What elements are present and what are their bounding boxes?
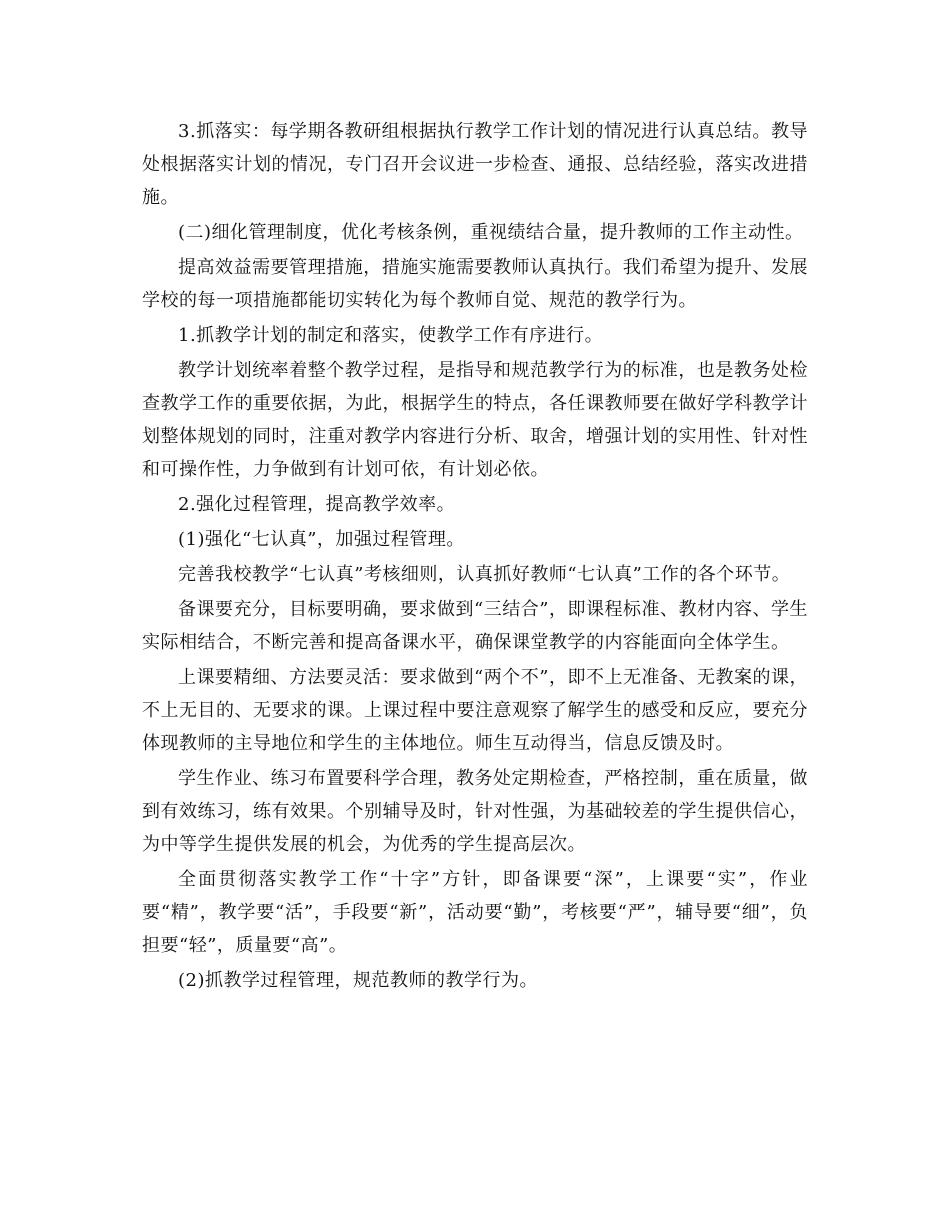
paragraph-lesson-prep: 备课要充分，目标要明确，要求做到“三结合”，即课程标准、教材内容、学生实际相结合，不断完善和提高备课水平，确保课堂教学的内容能面向全体学生。	[142, 599, 808, 653]
subheading-process-regulation: (2)抓教学过程管理，规范教师的教学行为。	[178, 970, 538, 991]
subheading-teaching-plan: 1.抓教学计划的制定和落实，使教学工作有序进行。	[178, 325, 604, 346]
document-body	[142, 115, 808, 999]
paragraph-efficiency: 提高效益需要管理措施，措施实施需要教师认真执行。我们希望为提升、发展学校的每一项措施都能切实转化为每个教师自觉、规范的教学行为。	[142, 257, 808, 311]
subheading-process-management: 2.强化过程管理，提高教学效率。	[178, 494, 456, 515]
paragraph-homework: 学生作业、练习布置要科学合理，教务处定期检查，严格控制，重在质量，做到有效练习，练有效果。个别辅导及时，针对性强，为基础较差的学生提供信心，为中等学生提供发展的机会，为优秀的学生提高层次。	[142, 768, 808, 855]
paragraph-implementation: 3.抓落实：每学期各教研组根据执行教学工作计划的情况进行认真总结。教导处根据落实计划的情况，专门召开会议进一步检查、通报、总结经验，落实改进措施。	[142, 121, 808, 208]
paragraph-classroom: 上课要精细、方法要灵活：要求做到“两个不”，即不上无准备、无教案的课，不上无目的、无要求的课。上课过程中要注意观察了解学生的感受和反应，要充分体现教师的主导地位和学生的主体地位。师生互动得当，信息反馈及时。	[142, 667, 808, 754]
subheading-seven-diligence: (1)强化“七认真”，加强过程管理。	[178, 529, 465, 550]
paragraph-teaching-plan: 教学计划统率着整个教学过程，是指导和规范教学行为的标准，也是教务处检查教学工作的重要依据，为此，根据学生的特点，各任课教师要在做好学科教学计划整体规划的同时，注重对教学内容进行分析、取舍，增强计划的实用性、针对性和可操作性，力争做到有计划可依，有计划必依。	[142, 360, 808, 480]
paragraph-ten-character-policy: 全面贯彻落实教学工作“十字”方针，即备课要“深”，上课要“实”，作业要“精”，教学要“活”，手段要“新”，活动要“勤”，考核要“严”，辅导要“细”，负担要“轻”，质量要“高”。	[142, 869, 808, 956]
section-heading-management: (二)细化管理制度，优化考核条例，重视绩结合量，提升教师的工作主动性。	[178, 222, 804, 243]
paragraph-seven-diligence: 完善我校教学“七认真”考核细则，认真抓好教师“七认真”工作的各个环节。	[178, 564, 791, 585]
